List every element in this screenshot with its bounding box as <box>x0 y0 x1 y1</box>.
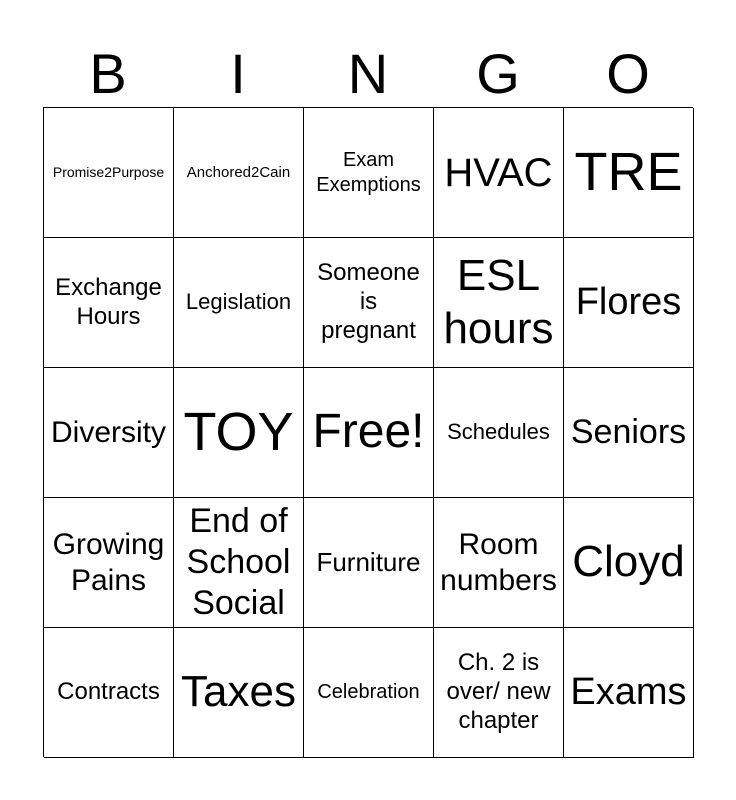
bingo-cell[interactable] <box>564 628 694 758</box>
bingo-header <box>43 40 693 108</box>
bingo-cell[interactable] <box>564 498 694 628</box>
header-letter-n: N <box>347 42 389 105</box>
cell-text: TRE <box>574 141 683 202</box>
cell-text: Ch. 2 is over/ new chapter <box>446 649 551 734</box>
free-space-cell[interactable] <box>304 368 434 498</box>
cell-text: Schedules <box>447 419 550 445</box>
bingo-cell[interactable] <box>434 628 564 758</box>
bingo-cell[interactable] <box>174 368 304 498</box>
cell-text: Exams <box>570 670 687 713</box>
cell-text: ESL hours <box>443 250 554 353</box>
cell-text: Contracts <box>57 678 160 706</box>
cell-text: Exchange Hours <box>55 273 162 330</box>
cell-text: Diversity <box>50 415 166 449</box>
header-letter-g: G <box>476 42 520 105</box>
bingo-board <box>43 107 693 757</box>
bingo-cell[interactable] <box>434 108 564 238</box>
cell-text: Celebration <box>317 681 420 703</box>
bingo-cell[interactable] <box>44 368 174 498</box>
header-letter-i: I <box>230 42 246 105</box>
bingo-cell[interactable] <box>174 498 304 628</box>
cell-text: Growing Pains <box>52 527 165 597</box>
bingo-cell[interactable] <box>304 238 434 368</box>
bingo-cell[interactable] <box>44 238 174 368</box>
bingo-cell[interactable] <box>434 498 564 628</box>
bingo-cell[interactable] <box>434 368 564 498</box>
cell-text: Taxes <box>181 667 296 717</box>
cell-text: TOY <box>183 401 294 462</box>
header-letter-b: B <box>89 42 127 105</box>
bingo-cell[interactable] <box>304 628 434 758</box>
bingo-cell[interactable] <box>434 238 564 368</box>
bingo-cell[interactable] <box>174 108 304 238</box>
header-letter-o: O <box>606 42 650 105</box>
bingo-cell[interactable] <box>564 368 694 498</box>
bingo-cell[interactable] <box>44 628 174 758</box>
cell-text: HVAC <box>444 150 553 195</box>
bingo-cell[interactable] <box>174 238 304 368</box>
cell-text: Exam Exemptions <box>316 148 421 196</box>
bingo-cell[interactable] <box>564 238 694 368</box>
bingo-cell[interactable] <box>304 498 434 628</box>
cell-text: Seniors <box>570 413 687 452</box>
bingo-cell[interactable] <box>44 108 174 238</box>
cell-text: Legislation <box>185 289 292 315</box>
cell-text: Furniture <box>316 546 421 577</box>
cell-text: Someone is pregnant <box>317 259 420 344</box>
cell-text: Cloyd <box>572 537 685 587</box>
cell-text: Anchored2Cain <box>186 163 291 181</box>
bingo-cell[interactable] <box>304 108 434 238</box>
cell-text: End of School Social <box>186 502 291 622</box>
cell-text: Flores <box>575 280 682 323</box>
free-space-text: Free! <box>312 405 425 459</box>
bingo-cell[interactable] <box>174 628 304 758</box>
bingo-cell[interactable] <box>564 108 694 238</box>
bingo-cell[interactable] <box>44 498 174 628</box>
cell-text: Room numbers <box>440 527 557 597</box>
cell-text: Promise2Purpose <box>52 164 165 181</box>
